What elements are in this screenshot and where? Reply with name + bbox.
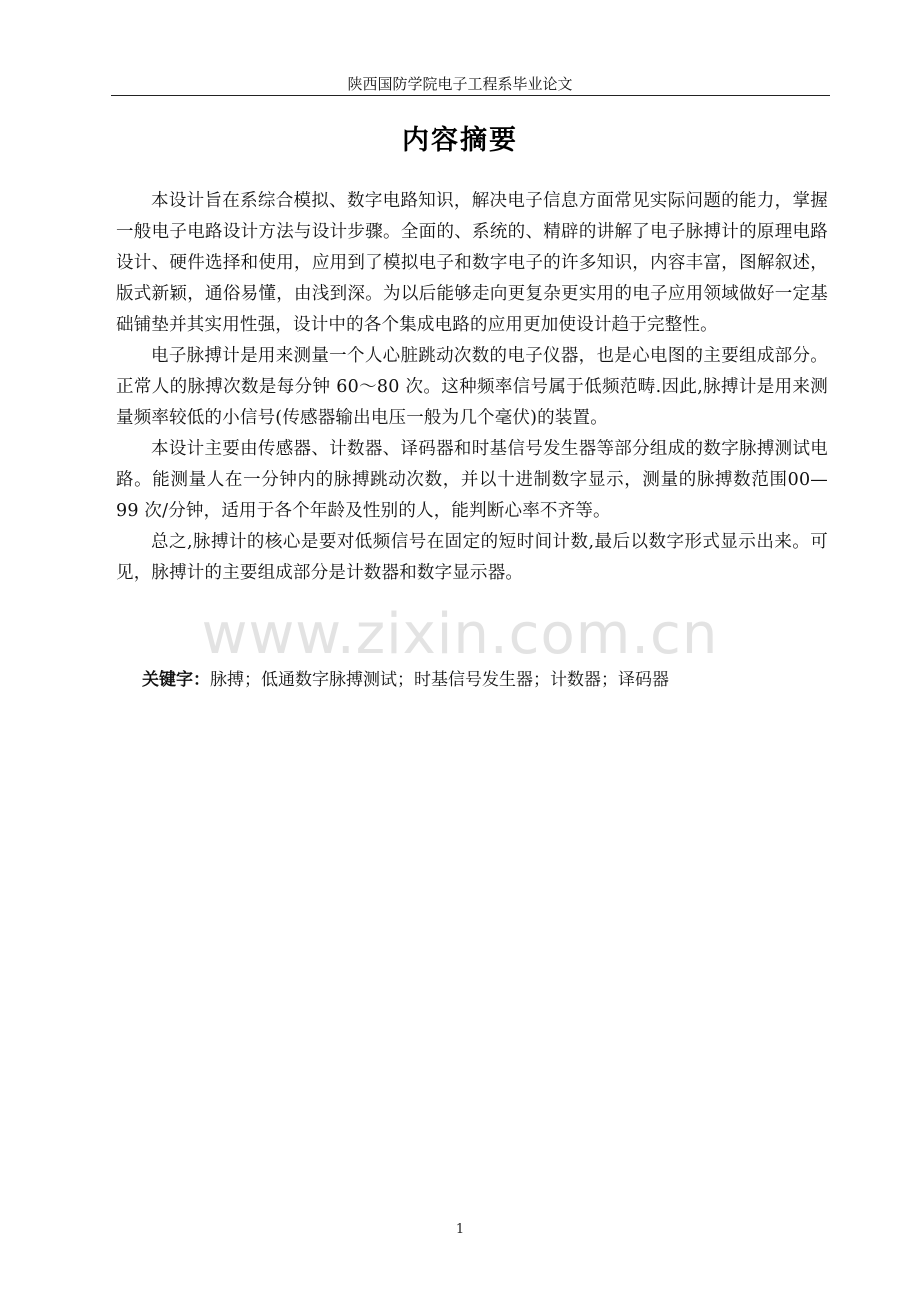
paragraph: 总之,脉搏计的核心是要对低频信号在固定的短时间计数,最后以数字形式显示出来。可见，脉搏计的主要组成部分是计数器和数字显示器。: [116, 532, 828, 583]
header-divider: [111, 95, 830, 96]
abstract-body: [116, 186, 828, 589]
document-title: 内容摘要: [402, 125, 518, 156]
paragraph: 本设计主要由传感器、计数器、译码器和时基信号发生器等部分组成的数字脉搏测试电路。能测量人在一分钟内的脉搏跳动次数，并以十进制数字显示，测量的脉搏数范围00—99 次/分钟，适用于各个年龄及性别的人，能判断心率不齐等。: [116, 439, 828, 521]
keywords-label: 关键字：: [142, 670, 210, 690]
paragraph: 电子脉搏计是用来测量一个人心脏跳动次数的电子仪器，也是心电图的主要组成部分。正常人的脉搏次数是每分钟 60～80 次。这种频率信号属于低频范畴.因此,脉搏计是用来测量频率较低的小信号(传感器输出电压一般为几个毫伏)的装置。: [116, 346, 828, 428]
watermark: www.zixin.com.cn: [201, 602, 719, 667]
page-number: 1: [455, 1222, 465, 1237]
keywords-line: [142, 665, 669, 690]
keywords-value: 脉搏；低通数字脉搏测试；时基信号发生器；计数器；译码器: [210, 670, 669, 690]
header-title: 陕西国防学院电子工程系毕业论文: [347, 75, 573, 93]
paragraph: 本设计旨在系综合模拟、数字电路知识，解决电子信息方面常见实际问题的能力，掌握一般电子电路设计方法与设计步骤。全面的、系统的、精辟的讲解了电子脉搏计的原理电路设计、硬件选择和使用，应用到了模拟电子和数字电子的许多知识，内容丰富，图解叙述，版式新颖，通俗易懂，由浅到深。为以后能够走向更复杂更实用的电子应用领域做好一定基础铺垫并其实用性强，设计中的各个集成电路的应用更加使设计趋于完整性。: [116, 191, 828, 335]
